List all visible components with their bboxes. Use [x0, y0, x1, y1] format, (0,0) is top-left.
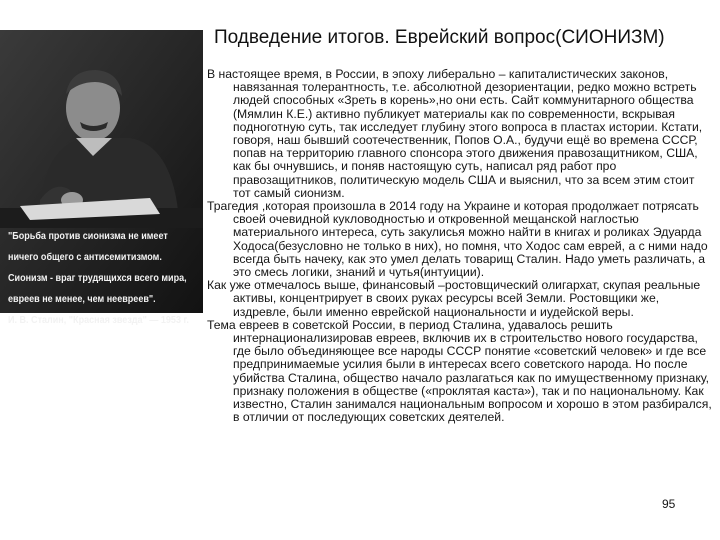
paragraph: Трагедия ,которая произошла в 2014 году на Украине и которая продолжает потрясать своей очевидной кукловодностью и откровенной мещанской наглостью материального интереса, суть закулисья можно найти в книгах и роликах Эдуарда Ходоса(безусловно не только в них), но помня, что Ходос сам еврей, а с ними надо всегда быть начеку, как это умел делать товарищ Сталин. Надо уметь различать, а это смесь логики, знаний и чутья(интуиции).	[207, 199, 708, 280]
quote-attribution: И. В. Сталин, "Красная звезда" — 1953 г.	[8, 314, 189, 326]
paragraph: В настоящее время, в России, в эпоху либерально – капиталистических законов, навязанная толерантность, т.е. абсолютной дезориентации, редко можно встреть людей способных «Зреть в корень»,но они есть. Сайт коммунитарного общества (Мямлин К.Е.) активно публикует материалы как по современности, вскрывая подноготную суть, так исследует глубину этого вопроса в пластах истории. Кстати, говоря, наш бывший соотечественник, Попов О.А., будучи ещё во времена СССР, попав на территорию главного спонсора этого движения правозащитником, США, как бы очнувшись, и поняв настоящую суть, написал ряд работ про правозащитников, политическую модель США и выяснил, что за всем этим стоит тот самый сионизм.	[207, 67, 703, 200]
paragraph: Как уже отмечалось выше, финансовый –ростовщический олигархат, скупая реальные активы, концентрирует в своих руках ресурсы всей Земли. Ростовщики же, издревле, были именно еврейской национальности и иудейской веры.	[207, 278, 701, 319]
paragraph: Тема евреев в советской России, в период Сталина, удавалось решить интернационализировав евреев, включив их в строительство нового государства, где было объединяющее все народы СССР понятие «советский человек» и где все предпринимаемые усилия были в интересах всего советского народа. Но после убийства Сталина, общество начало разлагаться как по имущественному признаку, признаку положения в обществе («проклятая каста»), так и по национальному. Как известно, Сталин занимался национальным вопросом и хорошо в этом разбирался, в отличии от последующих советских деятелей.	[207, 317, 712, 425]
quote-line: Сионизм - враг трудящихся всего мира,	[8, 272, 187, 284]
quote-line: ничего общего с антисемитизмом.	[8, 251, 162, 263]
quote-line: евреев не менее, чем неевреев".	[8, 293, 156, 305]
page-number: 95	[662, 497, 676, 511]
body-text	[207, 68, 715, 424]
quote-line: "Борьба против сионизма не имеет	[8, 230, 168, 242]
slide-title: Подведение итогов. Еврейский вопрос(СИОНИЗМ)	[214, 27, 665, 48]
stalin-quote	[8, 226, 200, 331]
quote-photo	[0, 30, 203, 326]
